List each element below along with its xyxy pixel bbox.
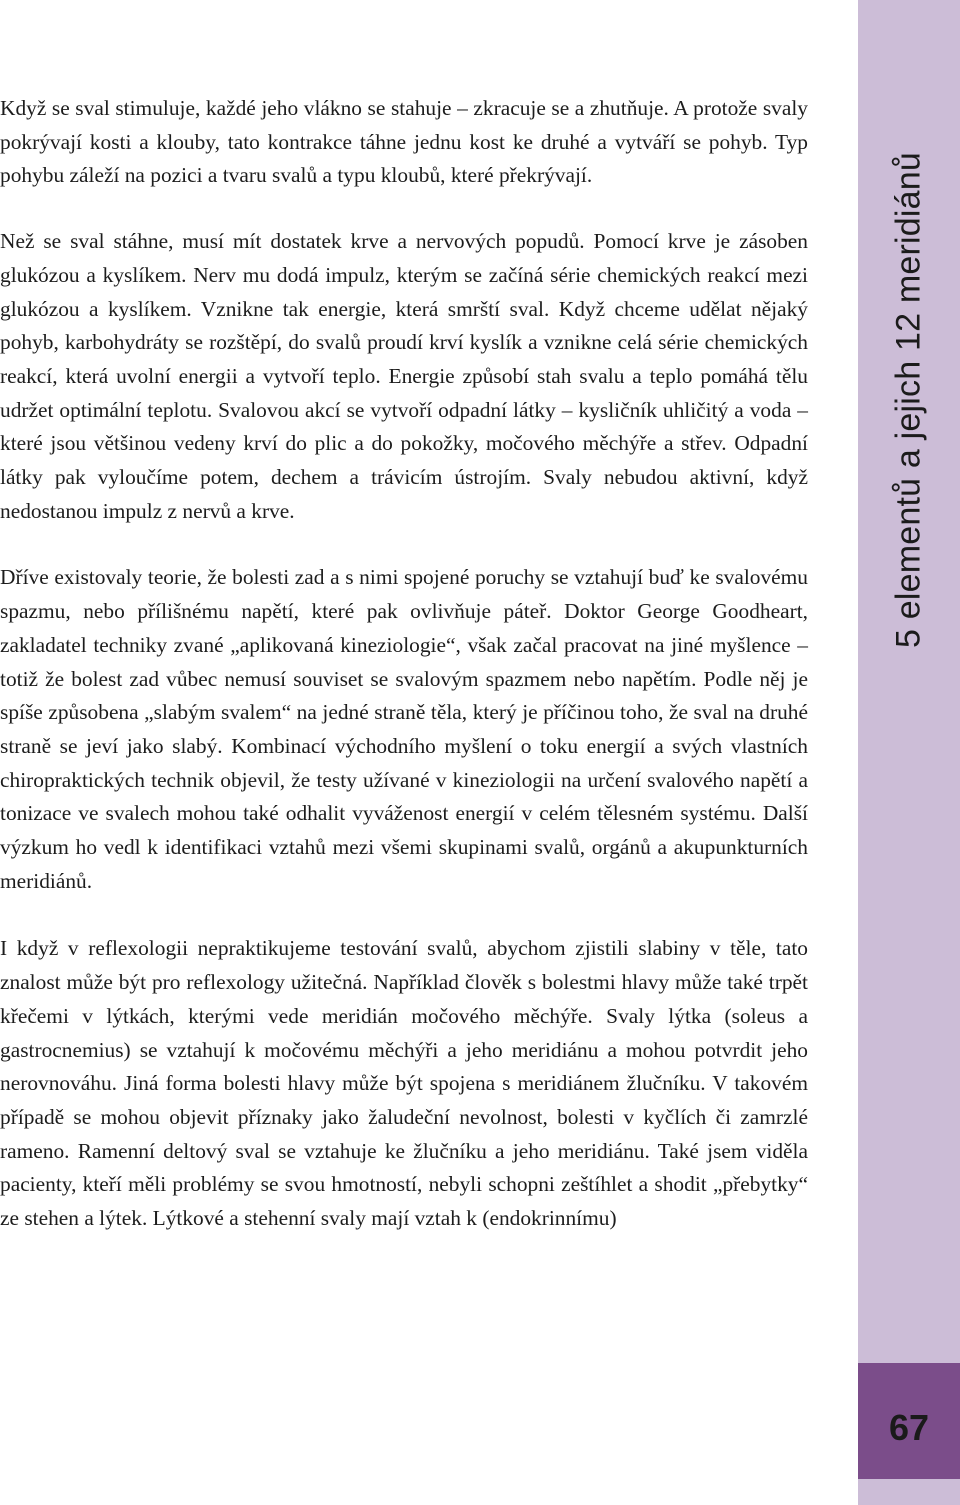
page-number: 67 [888,1407,930,1448]
paragraph-muscle-energy: Než se sval stáhne, musí mít dostatek krve a nervových popudů. Pomocí krve je zásoben glukózou a kyslíkem. Nerv mu dodá impulz, kterým se začíná série chemických reakcí mezi glukózou a kyslíkem. Vznikne tak energie, která smrští sval. Když chceme udělat nějaký pohyb, karbohydráty se rozštěpí, do svalů proudí krví kyslík a vznikne celá série chemických reakcí, která uvolní energii a vytvoří teplo. Energie způsobí stah svalu a teplo pomáhá tělu udržet optimální teplotu. Svalovou akcí se vytvoří odpadní látky – kysličník uhličitý a voda – které jsou většinou vedeny krví do plic a do pokožky, močového měchýře a střev. Odpadní látky pak vyloučíme potem, dechem a trávicím ústrojím. Svaly nebudou aktivní, když nedostanou impulz z nervů a krve. [0,229,808,523]
chapter-title: 5 elementů a jejich 12 meridiánů [889,152,928,648]
body-text [0,92,808,1236]
paragraph-applied-kinesiology: Dříve existovaly teorie, že bolesti zad a s nimi spojené poruchy se vztahují buď ke svalovému spazmu, nebo přílišnému napětí, které pak ovlivňuje páteř. Doktor George Goodheart, zakladatel techniky zvané „aplikovaná kineziologie“, však začal pracovat na jiné myšlence – totiž že bolest zad vůbec nemusí souviset se svalovým spazmem nebo napětím. Podle něj je spíše způsobena „slabým svalem“ na jedné straně těla, který je příčinou toho, že sval na druhé straně se jeví jako slabý. Kombinací východního myšlení o toku energií a svých vlastních chiropraktických technik objevil, že testy užívané v kineziologii na určení svalového napětí a tonizace ve svalech mohou také odhalit vyváženost energií v celém tělesném systému. Další výzkum ho vedl k identifikaci vztahů mezi všemi skupinami svalů, orgánů a akupunkturních meridiánů. [0,565,808,893]
paragraph-reflexology: I když v reflexologii nepraktikujeme testování svalů, abychom zjistili slabiny v těle, tato znalost může být pro reflexology užitečná. Například člověk s bolestmi hlavy může také trpět křečemi v lýtkách, kterými vede meridián močového měchýře. Svaly lýtka (soleus a gastrocnemius) se vztahují k močovému měchýři a jeho meridiánu a mohou potvrdit jeho nerovnováhu. Jiná forma bolesti hlavy může být spojena s meridiánem žlučníku. V takovém případě se mohou objevit příznaky jako žaludeční nevolnost, bolesti v kyčlích či zamrzlé rameno. Ramenní deltový sval se vztahuje ke žlučníku a jeho meridiánu. Také jsem viděla pacienty, kteří měli problémy se svou hmotností, nebyli schopni zeštíhlet a shodit „přebytky“ ze stehen a lýtek. Lýtkové a stehenní svaly mají vztah k (endokrinnímu) [0,936,808,1231]
page-number-badge [858,1363,960,1479]
paragraph-muscle-contraction: Když se sval stimuluje, každé jeho vlákno se stahuje – zkracuje se a zhutňuje. A protože svaly pokrývají kosti a klouby, tato kontrakce táhne jednu kost ke druhé a vytváří se pohyb. Typ pohybu záleží na pozici a tvaru svalů a typu kloubů, které překrývají. [0,96,808,188]
